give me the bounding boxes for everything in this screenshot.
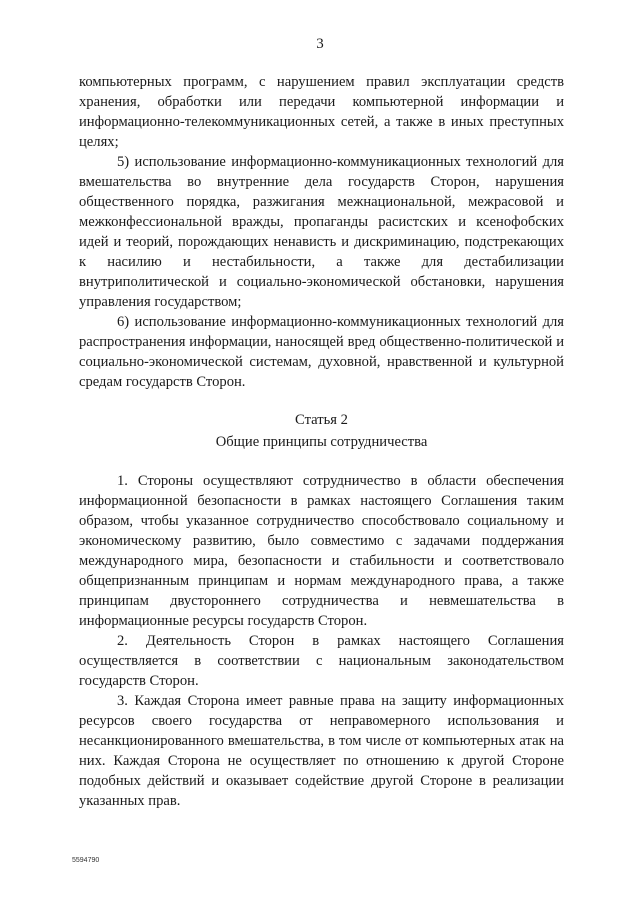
clause-1: 1. Стороны осуществляют сотрудничество в области обеспечения информационной безопасности в рамках настоящего Соглашения таким образом, чтобы указанное сотрудничество способствовало социальному и экономическому развитию, было совместимо с задачами поддержания международного мира, безопасности и стабильности и соответствовало общепризнанным принципам и нормам международного права, а также принципам двустороннего сотрудничества и невмешательства в информационные ресурсы государств Сторон.	[79, 473, 564, 629]
article-number: Статья 2	[295, 412, 348, 428]
page-number: 3	[316, 36, 324, 52]
intro-continuation-paragraph: компьютерных программ, с нарушением правил эксплуатации средств хранения, обработки или передачи компьютерной информации и информационно-телекоммуникационных сетей, а также в иных преступных целях;	[79, 74, 564, 150]
list-item-6: 6) использование информационно-коммуникационных технологий для распространения информации, наносящей вред общественно-политической и социально-экономической системам, духовной, нравственной и культурной средам государств Сторон.	[79, 314, 564, 390]
list-item-5: 5) использование информационно-коммуникационных технологий для вмешательства во внутренние дела государств Сторон, нарушения общественного порядка, разжигания межнациональной, межрасовой и межконфессиональной вражды, пропаганды расистских и ксенофобских идей и теорий, порождающих ненависть и дискриминацию, подстрекающих к насилию и нестабильности, а также для дестабилизации внутриполитической и социально-экономической обстановки, нарушения управления государством;	[79, 154, 564, 310]
clause-2: 2. Деятельность Сторон в рамках настоящего Соглашения осуществляется в соответствии с национальным законодательством государств Сторон.	[79, 633, 564, 689]
document-body	[79, 72, 564, 811]
article-heading	[79, 409, 564, 453]
clause-3: 3. Каждая Сторона имеет равные права на защиту информационных ресурсов своего государства от неправомерного использования и несанкционированного вмешательства, в том числе от компьютерных атак на них. Каждая Сторона не осуществляет по отношению к другой Стороне подобных действий и оказывает содействие другой Стороне в реализации указанных прав.	[79, 693, 564, 809]
article-title: Общие принципы сотрудничества	[215, 434, 428, 450]
document-code: 5594790	[72, 857, 100, 864]
